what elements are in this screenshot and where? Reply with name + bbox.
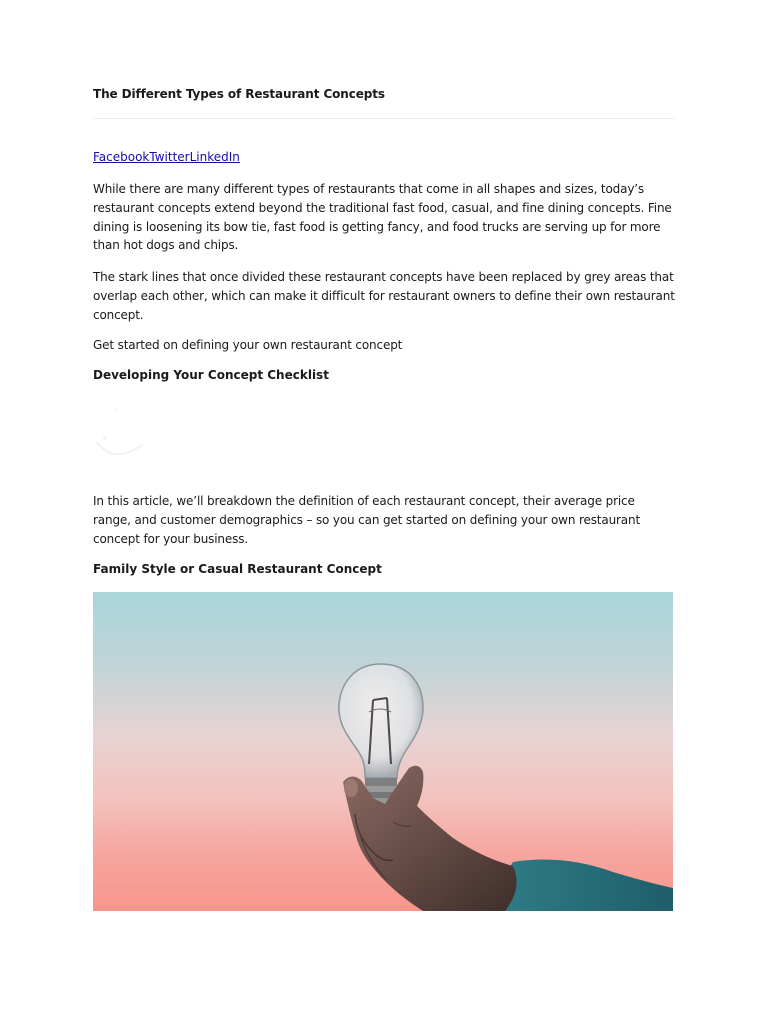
lightbulb-hero-image <box>93 592 673 911</box>
linkedin-link[interactable]: LinkedIn <box>189 150 240 164</box>
get-started-text: Get started on defining your own restaurant concept <box>93 338 403 352</box>
facebook-link[interactable]: Facebook <box>93 150 150 164</box>
twitter-link[interactable]: Twitter <box>149 150 190 164</box>
grey-areas-paragraph: The stark lines that once divided these restaurant concepts have been replaced by grey areas that overlap each other, which can make it difficult for restaurant owners to define their own restaurant concept. <box>93 270 675 322</box>
social-share-links <box>93 150 240 164</box>
checklist-heading: Developing Your Concept Checklist <box>93 368 329 382</box>
checklist-graphic-icon <box>93 398 153 468</box>
checklist-image <box>93 398 153 468</box>
hand-lightbulb-illustration <box>93 592 673 911</box>
family-style-heading: Family Style or Casual Restaurant Concept <box>93 562 382 576</box>
article-overview-paragraph: In this article, we’ll breakdown the definition of each restaurant concept, their average price range, and customer demographics – so you can get started on defining your own restaurant concept for your business. <box>93 494 641 546</box>
intro-paragraph: While there are many different types of restaurants that come in all shapes and sizes, today’s restaurant concepts extend beyond the traditional fast food, casual, and fine dining concepts. Fine dining is loosening its bow tie, fast food is getting fancy, and food trucks are serving up for more than hot dogs and chips. <box>93 182 672 253</box>
article-title: The Different Types of Restaurant Concepts <box>93 87 385 101</box>
title-divider <box>93 118 675 119</box>
